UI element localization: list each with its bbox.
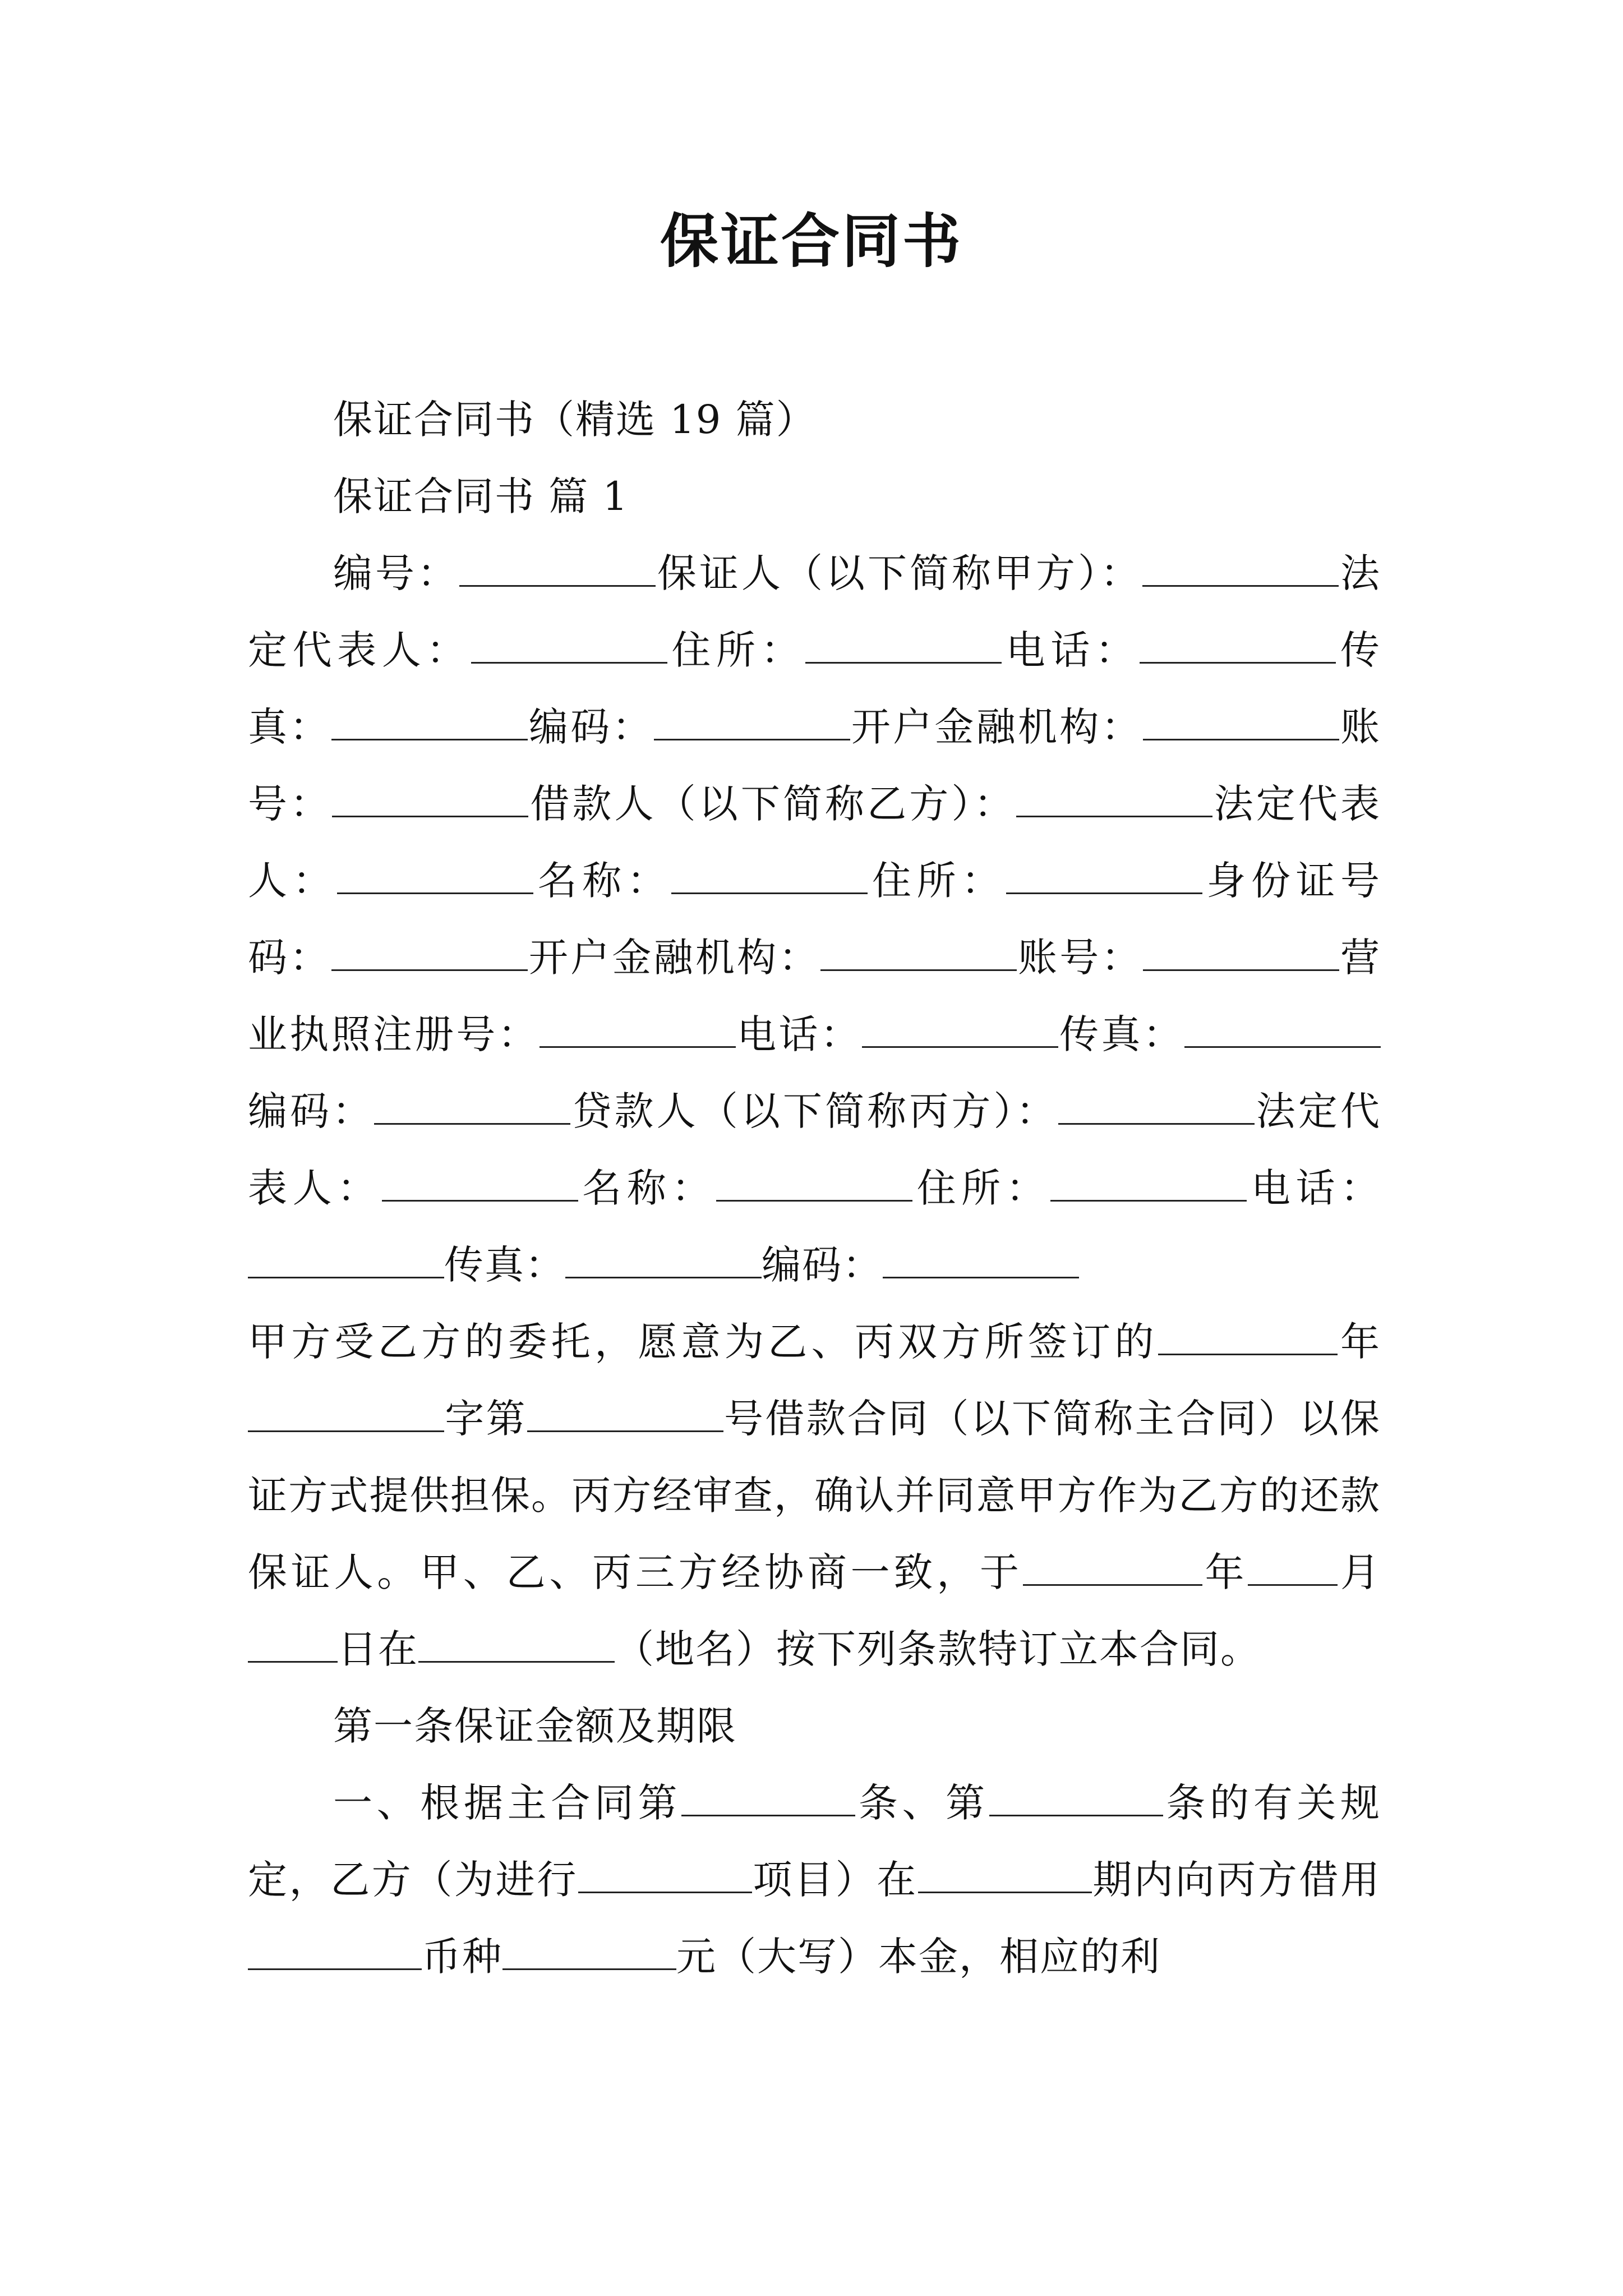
blank-address-2	[1006, 859, 1202, 894]
field-account-2-label: 账号：	[1016, 935, 1143, 981]
subtitle: 保证合同书（精选 19 篇）	[333, 397, 817, 443]
document-body	[248, 381, 1381, 1995]
clause-text-1: 一、根据主合同第	[333, 1780, 682, 1826]
section-heading: 保证合同书 篇 1	[333, 473, 629, 519]
blank-phone	[1140, 628, 1336, 664]
intro-text-7: 日在	[338, 1626, 418, 1672]
intro-text-6: 月	[1338, 1549, 1381, 1595]
clause-text-2: 条、第	[855, 1780, 989, 1826]
party-info-block	[248, 535, 1381, 1304]
field-number-label: 编号：	[333, 550, 459, 596]
blank-account	[332, 782, 528, 817]
clause-text-5: 期内向丙方借用	[1091, 1857, 1381, 1903]
blank-phone-2	[862, 1013, 1058, 1048]
field-legal-rep-2-label: 法定代表人：	[248, 781, 1381, 904]
field-phone-2-label: 电话：	[735, 1011, 862, 1057]
intro-text-5: 年	[1202, 1549, 1248, 1595]
blank-lender	[1058, 1089, 1255, 1125]
field-postcode-3-label: 编码：	[762, 1242, 883, 1288]
blank-contract-year	[1158, 1320, 1338, 1355]
document-title: 保证合同书	[660, 206, 963, 275]
blank-legal-rep	[471, 628, 667, 664]
blank-fax-3	[565, 1243, 762, 1278]
field-address-3-label: 住所：	[912, 1165, 1051, 1211]
blank-guarantor	[1142, 551, 1339, 587]
field-id-number-label: 身份证号码：	[248, 858, 1381, 981]
field-name-3-label: 名称：	[578, 1165, 717, 1211]
blank-bank-2	[820, 936, 1017, 971]
blank-contract-prefix	[248, 1397, 444, 1432]
field-guarantor-label: 保证人（以下简称甲方）：	[656, 550, 1142, 596]
article-1-clause-1	[248, 1765, 1381, 1995]
intro-text-4: 号借款合同（以下简称主合同）以保证方式提供担保。丙方经审查，确认并同意甲方作为乙方的还款保证人。甲、乙、丙三方经协商一致，于	[248, 1396, 1381, 1595]
blank-license	[540, 1013, 736, 1048]
blank-postcode-3	[883, 1243, 1079, 1278]
intro-text-2: 年	[1337, 1319, 1381, 1365]
blank-number	[459, 551, 656, 587]
blank-address	[805, 628, 1002, 664]
clause-text-3: 条的有关规定，乙方（为进行	[248, 1780, 1381, 1903]
clause-text-7: 元（大写）本金，相应的利	[676, 1934, 1161, 1980]
blank-borrower	[1016, 782, 1212, 817]
intro-text-8: （地名）按下列条款特订立本合同。	[615, 1626, 1261, 1672]
field-borrower-label: 借款人（以下简称乙方）：	[528, 781, 1016, 827]
field-license-label: 营业执照注册号：	[248, 935, 1381, 1057]
blank-id-number	[331, 936, 528, 971]
field-address-label: 住所：	[667, 627, 806, 673]
field-phone-3-label: 电话：	[1247, 1165, 1381, 1211]
blank-fax-2	[1184, 1013, 1381, 1048]
field-address-2-label: 住所：	[868, 858, 1006, 904]
intro-text-3: 字第	[444, 1396, 527, 1442]
blank-bank	[1143, 705, 1339, 740]
field-account-label: 账号：	[248, 704, 1381, 827]
blank-contract-number	[527, 1397, 723, 1432]
blank-legal-rep-2	[337, 859, 533, 894]
field-bank-label: 开户金融机构：	[850, 704, 1143, 750]
blank-sign-year	[1023, 1550, 1202, 1586]
field-fax-2-label: 传真：	[1058, 1011, 1185, 1057]
field-bank-2-label: 开户金融机构：	[527, 935, 820, 981]
blank-currency	[248, 1935, 422, 1970]
blank-phone-3	[248, 1243, 444, 1278]
blank-name	[671, 859, 868, 894]
blank-name-3	[716, 1166, 912, 1202]
blank-account-2	[1143, 936, 1339, 971]
field-fax-label: 传真：	[248, 627, 1381, 750]
field-legal-rep-label: 法定代表人：	[248, 550, 1381, 673]
blank-postcode	[654, 705, 850, 740]
blank-amount	[502, 1935, 676, 1970]
field-lender-label: 贷款人（以下简称丙方）：	[570, 1088, 1058, 1134]
field-phone-label: 电话：	[1002, 627, 1140, 673]
intro-paragraph	[248, 1304, 1381, 1688]
blank-sign-day	[248, 1627, 338, 1663]
field-postcode-label: 编码：	[527, 704, 654, 750]
blank-fax	[331, 705, 528, 740]
blank-article-b	[989, 1781, 1163, 1816]
blank-postcode-2	[374, 1089, 570, 1125]
field-name-label: 名称：	[533, 858, 672, 904]
blank-legal-rep-3	[382, 1166, 578, 1202]
blank-sign-place	[418, 1627, 615, 1663]
field-fax-3-label: 传真：	[444, 1242, 565, 1288]
field-postcode-2-label: 编码：	[248, 1088, 375, 1134]
clause-text-4: 项目）在	[751, 1857, 918, 1903]
blank-period	[918, 1858, 1092, 1893]
clause-text-6: 币种	[422, 1934, 502, 1980]
blank-address-3	[1050, 1166, 1247, 1202]
field-legal-rep-3-label: 法定代表人：	[248, 1088, 1381, 1211]
blank-sign-month	[1248, 1550, 1338, 1586]
article-1-heading: 第一条保证金额及期限	[333, 1703, 737, 1749]
intro-text-1: 甲方受乙方的委托，愿意为乙、丙双方所签订的	[248, 1319, 1158, 1365]
blank-article-a	[681, 1781, 855, 1816]
blank-project	[578, 1858, 752, 1893]
